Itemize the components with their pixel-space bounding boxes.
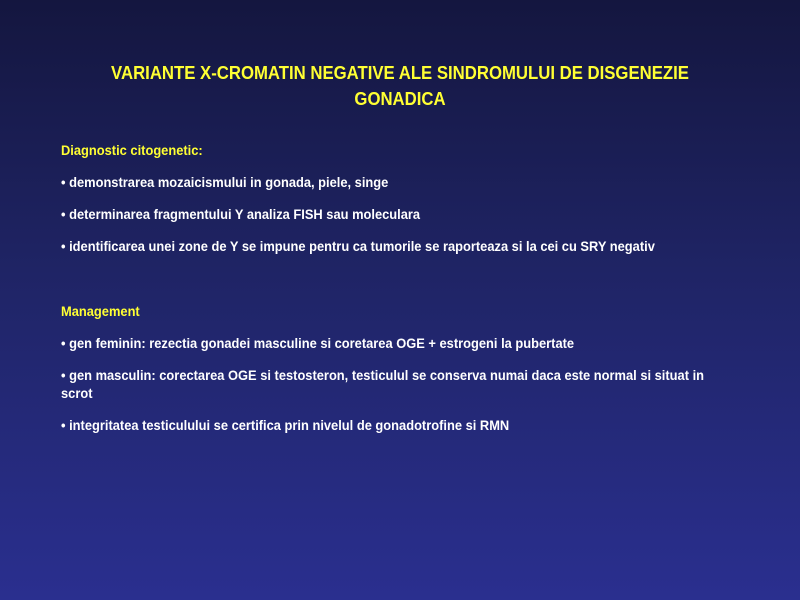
section-diagnostic — [61, 141, 751, 269]
bullet-text: gen masculin: corectarea OGE si testosteron, testiculul se conserva numai daca este normal si situat in scrot — [61, 367, 705, 401]
section-heading-diagnostic: Diagnostic citogenetic: — [61, 142, 203, 158]
bullet-item — [61, 416, 737, 434]
bullet-dot-icon: • — [61, 417, 66, 433]
bullet-text: identificarea unei zone de Y se impune pentru ca tumorile se raporteaza si la cei cu SRY negativ — [69, 238, 655, 254]
bullet-text: determinarea fragmentului Y analiza FISH sau moleculara — [69, 206, 421, 222]
section-heading-management: Management — [61, 303, 140, 319]
bullet-dot-icon: • — [61, 238, 66, 254]
bullet-dot-icon: • — [61, 367, 66, 383]
bullet-text: integritatea testiculului se certifica prin nivelul de gonadotrofine si RMN — [69, 417, 510, 433]
bullet-dot-icon: • — [61, 206, 66, 222]
bullet-item — [61, 334, 737, 352]
bullet-item — [61, 366, 737, 402]
slide-title: VARIANTE X-CROMATIN NEGATIVE ALE SINDROMULUI DE DISGENEZIE GONADICA — [111, 63, 689, 109]
bullet-text: gen feminin: rezectia gonadei masculine si coretarea OGE + estrogeni la pubertate — [69, 335, 575, 351]
bullet-item — [61, 237, 737, 255]
section-management — [61, 302, 751, 448]
bullet-item — [61, 205, 737, 223]
bullet-dot-icon: • — [61, 174, 66, 190]
bullet-text: demonstrarea mozaicismului in gonada, piele, singe — [69, 174, 389, 190]
bullet-item — [61, 173, 737, 191]
bullet-dot-icon: • — [61, 335, 66, 351]
